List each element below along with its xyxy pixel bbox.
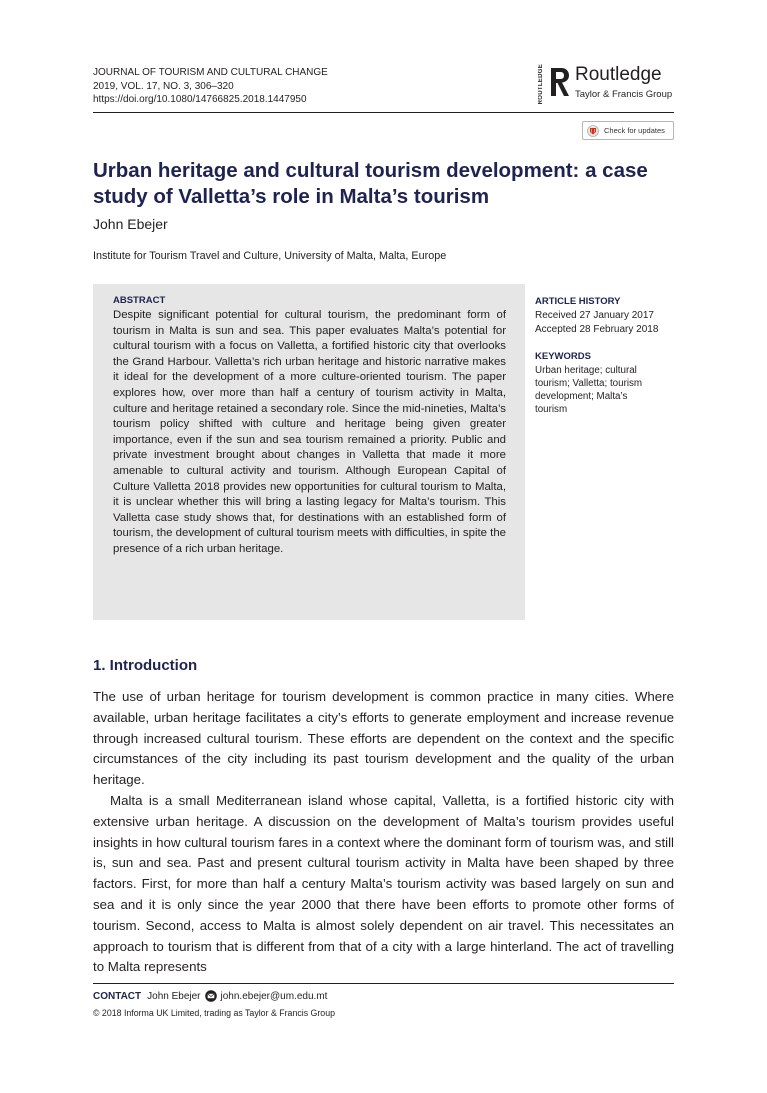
check-updates-label: Check for updates: [604, 126, 665, 135]
check-for-updates-button[interactable]: [582, 121, 674, 140]
publisher-group: Taylor & Francis Group: [575, 89, 673, 100]
journal-doi-link[interactable]: https://doi.org/10.1080/14766825.2018.1447950: [93, 94, 307, 105]
contact-line: [93, 990, 327, 1002]
copyright-notice: © 2018 Informa UK Limited, trading as Taylor & Francis Group: [93, 1008, 335, 1018]
keywords-heading: KEYWORDS: [535, 351, 591, 362]
contact-label: CONTACT: [93, 990, 142, 1002]
article-title: Urban heritage and cultural tourism development: a case study of Valletta’s role in Malta’s tourism: [93, 159, 648, 208]
header-divider: [93, 112, 674, 113]
journal-name: JOURNAL OF TOURISM AND CULTURAL CHANGE: [93, 67, 328, 78]
received-date: Received 27 January 2017: [535, 310, 654, 321]
author-affiliation: Institute for Tourism Travel and Culture, University of Malta, Malta, Europe: [93, 250, 447, 262]
journal-meta: [93, 66, 328, 107]
article-history-heading: ARTICLE HISTORY: [535, 296, 621, 307]
abstract-heading: ABSTRACT: [113, 295, 166, 306]
publisher-name: Routledge: [575, 64, 662, 85]
check-updates-icon: [587, 125, 599, 137]
author-name: John Ebejer: [93, 216, 168, 232]
abstract-text: Despite significant potential for cultural tourism, the predominant form of tourism in Malta is sun and sea. This paper evaluates Malta’s potential for cultural tourism with a focus on Valletta, a fortified historic city that overlooks the Grand Harbour. Valletta’s rich urban heritage and historic narrative makes it ideal for the development of a more culture-oriented tourism. The paper explores how, over more than half a century of tourism activity in Malta, culture and heritage retained a secondary role. Since the mid-nineties, Malta’s tourism policy shifted with culture and heritage being given greater importance, even if the sun and sea tourism remained a priority. Public and private investment brought about changes in Valletta that made it more amenable to cultural activity and tourism. Although European Capital of Culture Valletta 2018 provides new opportunities for cultural tourism to Malta, it is unclear whether this will bring a lasting legacy for Malta’s tourism. This Valletta case study shows that, for destinations with an established form of tourism, the development of cultural tourism meets with difficulties, in spite the presence of a rich urban heritage.: [113, 309, 506, 555]
logo-side-text: ROUTLEDGE: [538, 64, 544, 105]
keywords-list: Urban heritage; cultural tourism; Valletta; tourism development; Malta’s tourism: [535, 365, 643, 415]
routledge-r-icon: [548, 66, 572, 98]
journal-issue: 2019, VOL. 17, NO. 3, 306–320: [93, 80, 234, 92]
contact-name: John Ebejer: [147, 990, 201, 1002]
intro-paragraph-1: The use of urban heritage for tourism development is common practice in many cities. Where available, urban heritage facilitates a city’s efforts to generate employment and increase revenue through increased cultural tourism. These efforts are dependent on the context and the specific circumstances of the city including its past tourism development and the quality of the urban heritage.: [93, 689, 674, 788]
intro-paragraph-2: Malta is a small Mediterranean island whose capital, Valletta, is a fortified historic city with extensive urban heritage. A discussion on the development of Malta’s tourism provides useful insights in how cultural tourism fares in a context where the dominant form of tourism was, and still is, sun and sea. Past and present cultural tourism activity in Malta have been shaped by three factors. First, for more than half a century Malta’s tourism activity was based largely on sun and sea and it is only since the year 2000 that there have been efforts to promote other forms of tourism. Second, access to Malta is almost solely dependent on air travel. This necessitates an approach to tourism that is different from that of a city with a large hinterland. The act of travelling to Malta represents: [93, 793, 674, 975]
publisher-logo: [538, 62, 678, 104]
contact-email-link[interactable]: john.ebejer@um.edu.mt: [220, 990, 328, 1002]
footer-divider: [93, 983, 674, 984]
email-icon: [205, 990, 217, 1002]
abstract-panel: [93, 284, 525, 620]
accepted-date: Accepted 28 February 2018: [535, 324, 659, 335]
section-heading-introduction: 1. Introduction: [93, 657, 198, 674]
